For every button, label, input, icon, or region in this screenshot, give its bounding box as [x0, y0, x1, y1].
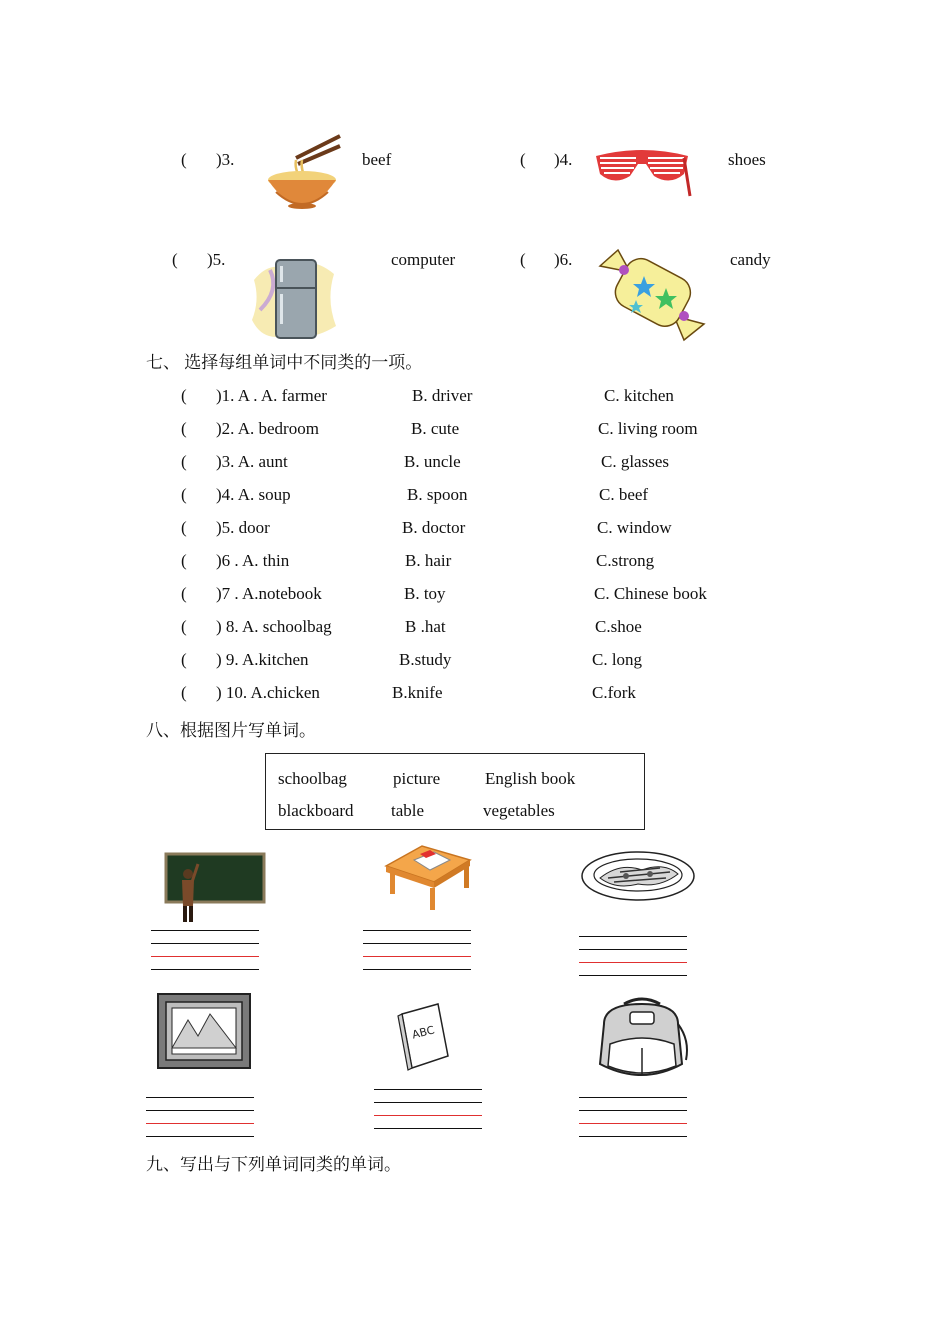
question-option-c: C. glasses: [601, 452, 669, 471]
section-title: 七、 选择每组单词中不同类的一项。: [146, 353, 423, 372]
question-option-b: B. doctor: [402, 518, 466, 537]
book-cover-text: ABC: [410, 1023, 436, 1042]
question-option-b: B. cute: [411, 419, 460, 438]
question-option-c: C.strong: [596, 551, 655, 570]
question-option-c: C. living room: [598, 419, 698, 438]
item-number: )5.: [207, 250, 226, 269]
question-option-c: C. kitchen: [604, 386, 674, 405]
item-word: shoes: [728, 150, 766, 169]
paren-open: (: [181, 150, 187, 169]
schoolbag-icon: [590, 994, 692, 1082]
noodle-bowl-icon: [266, 130, 342, 210]
word-bank-word: picture: [393, 769, 441, 788]
paren-open: (: [181, 518, 187, 537]
question-option-a: )3. A. aunt: [216, 452, 288, 471]
question-option-a: ) 8. A. schoolbag: [216, 617, 332, 636]
question-option-a: )2. A. bedroom: [216, 419, 319, 438]
table-icon: [382, 836, 474, 912]
question-option-a: )6 . A. thin: [216, 551, 290, 570]
question-option-b: B. hair: [405, 551, 452, 570]
paren-open: (: [181, 551, 187, 570]
question-option-b: B. uncle: [404, 452, 461, 471]
writing-lines[interactable]: [146, 1097, 254, 1137]
candy-icon: [596, 246, 708, 342]
question-option-c: C. window: [597, 518, 672, 537]
section-title: 八、根据图片写单词。: [146, 721, 316, 740]
question-option-b: B. toy: [404, 584, 446, 603]
blackboard-icon: [162, 850, 268, 924]
paren-open: (: [181, 617, 187, 636]
word-bank-word: English book: [485, 769, 576, 788]
english-book-icon: [396, 1000, 454, 1072]
question-option-c: C. beef: [599, 485, 649, 504]
paren-open: (: [181, 485, 187, 504]
item-word: beef: [362, 150, 392, 169]
item-word: candy: [730, 250, 771, 269]
question-option-a: )7 . A.notebook: [216, 584, 322, 603]
picture-frame-icon: [152, 990, 254, 1072]
item-number: )6.: [554, 250, 573, 269]
question-option-c: C.shoe: [595, 617, 642, 636]
writing-lines[interactable]: [374, 1089, 482, 1129]
word-bank-word: schoolbag: [278, 769, 347, 788]
writing-lines[interactable]: [579, 936, 687, 976]
writing-lines[interactable]: [579, 1097, 687, 1137]
question-option-b: B .hat: [405, 617, 446, 636]
paren-open: (: [181, 683, 187, 702]
question-option-b: B. driver: [412, 386, 473, 405]
paren-open: (: [172, 250, 178, 269]
word-bank-word: table: [391, 801, 425, 820]
item-number: )4.: [554, 150, 573, 169]
writing-lines[interactable]: [363, 930, 471, 970]
word-bank-word: vegetables: [483, 801, 555, 820]
paren-open: (: [181, 386, 187, 405]
section-title: 九、写出与下列单词同类的单词。: [146, 1155, 401, 1174]
item-word: computer: [391, 250, 456, 269]
question-option-a: )4. A. soup: [216, 485, 291, 504]
sunglasses-icon: [592, 140, 692, 206]
word-bank-word: blackboard: [278, 801, 354, 820]
question-option-b: B.study: [399, 650, 452, 669]
question-option-a: )5. door: [216, 518, 270, 537]
question-option-b: B.knife: [392, 683, 443, 702]
paren-open: (: [181, 584, 187, 603]
paren-open: (: [520, 150, 526, 169]
question-option-c: C. long: [592, 650, 643, 669]
paren-open: (: [181, 452, 187, 471]
paren-open: (: [520, 250, 526, 269]
question-option-c: C. Chinese book: [594, 584, 707, 603]
paren-open: (: [181, 650, 187, 669]
question-option-a: )1. A . A. farmer: [216, 386, 327, 405]
question-option-a: ) 9. A.kitchen: [216, 650, 309, 669]
question-option-c: C.fork: [592, 683, 636, 702]
fridge-icon: [250, 250, 338, 344]
writing-lines[interactable]: [151, 930, 259, 970]
item-number: )3.: [216, 150, 235, 169]
paren-open: (: [181, 419, 187, 438]
question-option-b: B. spoon: [407, 485, 468, 504]
vegetables-plate-icon: [580, 848, 698, 904]
question-option-a: ) 10. A.chicken: [216, 683, 320, 702]
